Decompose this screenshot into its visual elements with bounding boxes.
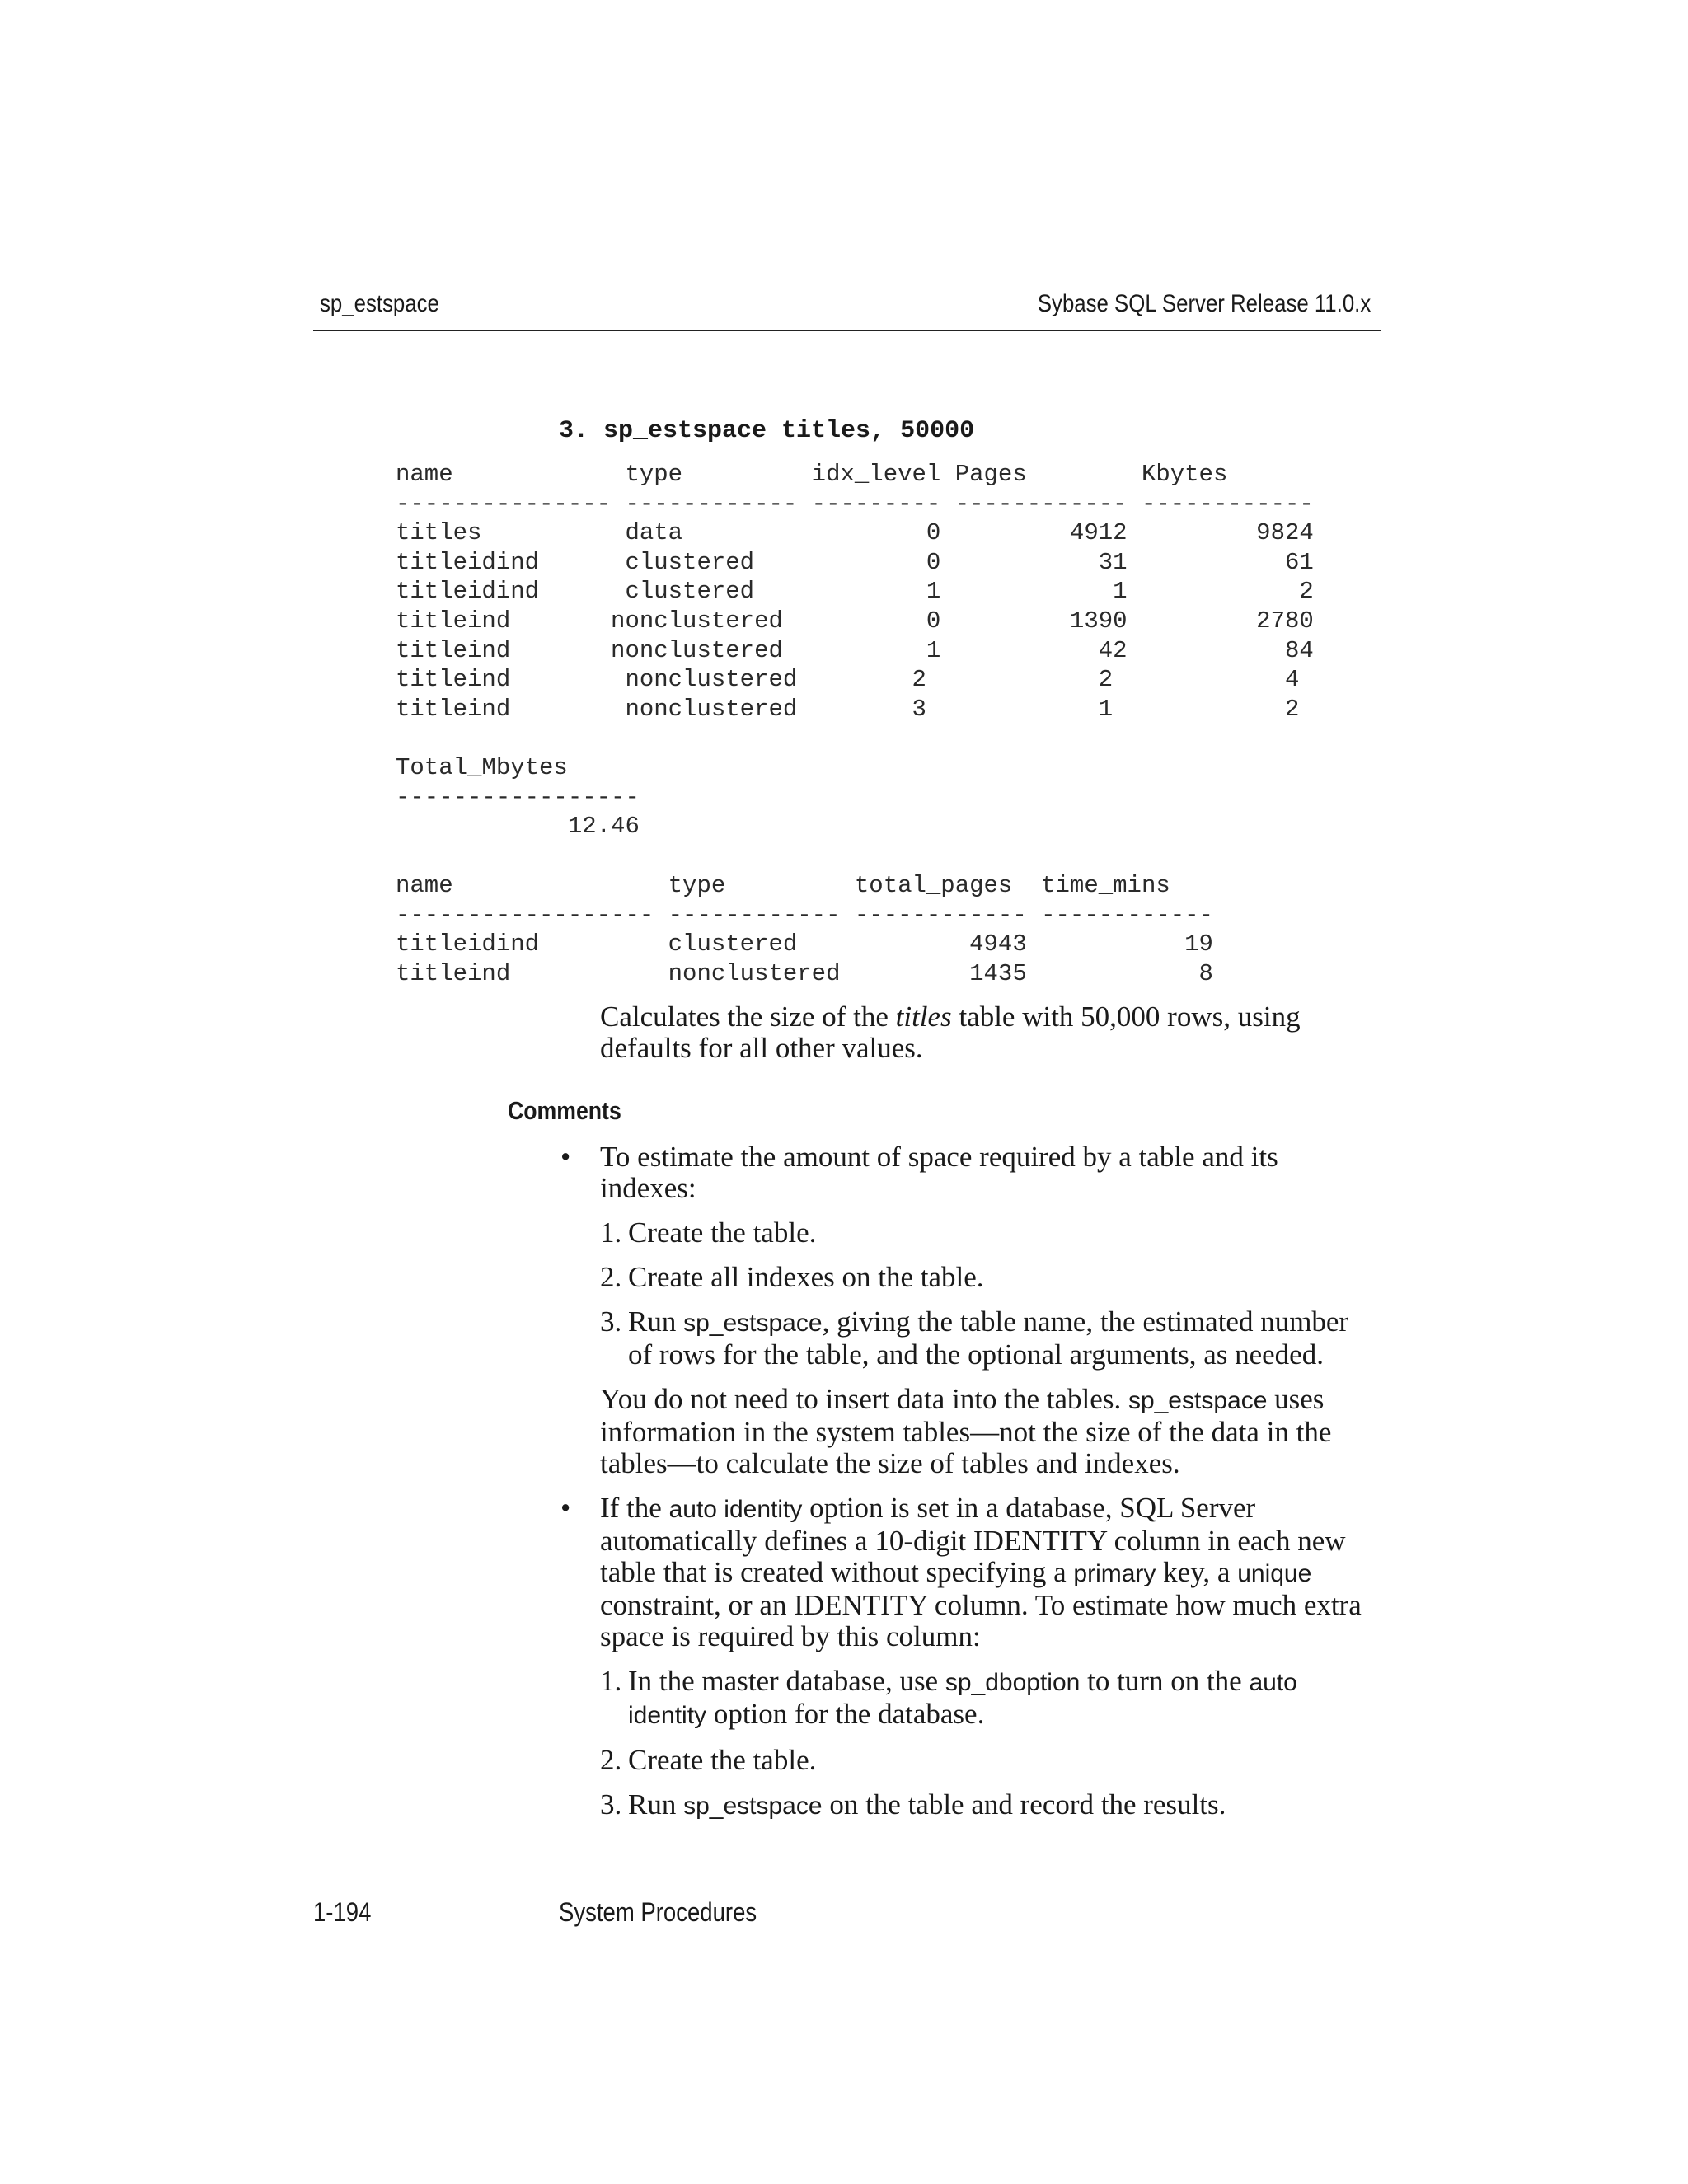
bullet1-note: You do not need to insert data into the tables. sp_estspace uses information in the system tables—not the size of the data in the tables—to calculate the size of tables and indexes. [600,1383,1332,1479]
footer-section-title: System Procedures [559,1897,757,1927]
procedure-keyword: sp_estspace [683,1310,823,1337]
running-header-left: sp_estspace [320,290,439,317]
estspace-output-table: name type idx_level Pages Kbytes --------------- ------------ --------- ------------ ------------ titles data 0 4912 9824 titleidind clustered 0 31 61 titleidind clustered 1 1 2 titleind nonclustered 0 1390 2780 titleind nonclustered 1 42 84 titleind nonclustered 2 2 4 titleind nonclustered 3 1 2 [396,461,1314,723]
bullet2-steps [600,1666,1376,1822]
list-item: 3. Run sp_estspace, giving the table name, the estimated number of rows for the table, and the optional arguments, as needed. [600,1305,1349,1371]
procedure-keyword: sp_estspace [1128,1387,1268,1414]
list-item: 3. Run sp_estspace on the table and record the results. [600,1788,1226,1821]
list-item: 1. In the master database, use sp_dboption to turn on the auto identity option for the database. [600,1665,1297,1730]
list-item: 1. Create the table. [600,1216,817,1249]
procedure-keyword: sp_dboption [945,1669,1081,1696]
example-title: 3. sp_estspace titles, 50000 [559,417,975,445]
constraint-keyword: unique [1237,1560,1312,1587]
running-header-right: Sybase SQL Server Release 11.0.x [1037,290,1371,317]
header-rule [313,330,1381,331]
page-number: 1-194 [313,1897,372,1927]
bullet1-intro: • To estimate the amount of space required by a table and its indexes: [600,1141,1278,1204]
list-item: 2. Create all indexes on the table. [600,1261,984,1293]
option-keyword: auto identity [628,1669,1297,1729]
table-name-italic: titles [895,1001,952,1033]
total-mbytes-output: Total_Mbytes ----------------- 12.46 [396,754,640,841]
bullet1-steps [600,1217,1376,1371]
list-item: 2. Create the table. [600,1744,817,1776]
procedure-keyword: sp_estspace [683,1793,823,1820]
example-description: Calculates the size of the titles table with 50,000 rows, using defaults for all other values. [600,1001,1301,1064]
constraint-keyword: primary [1073,1560,1156,1587]
time-estimate-output: name type total_pages time_mins ------------------ ------------ ------------ ------------ titleidind clustered 4943 19 titleind nonclustered 1435 8 [396,872,1213,987]
comments-heading: Comments [508,1096,621,1125]
option-keyword: auto identity [668,1496,803,1523]
comment-bullet-2 [560,1493,1376,1822]
comments-list [560,1141,1376,1835]
comment-bullet-1 [560,1141,1376,1479]
bullet2-intro: • If the auto identity option is set in a database, SQL Server automatically defines a 10-digit IDENTITY column in each new table that is created without specifying a primary key, a unique constraint, or an IDENTITY column. To estimate how much extra space is required by this column: [600,1492,1362,1652]
